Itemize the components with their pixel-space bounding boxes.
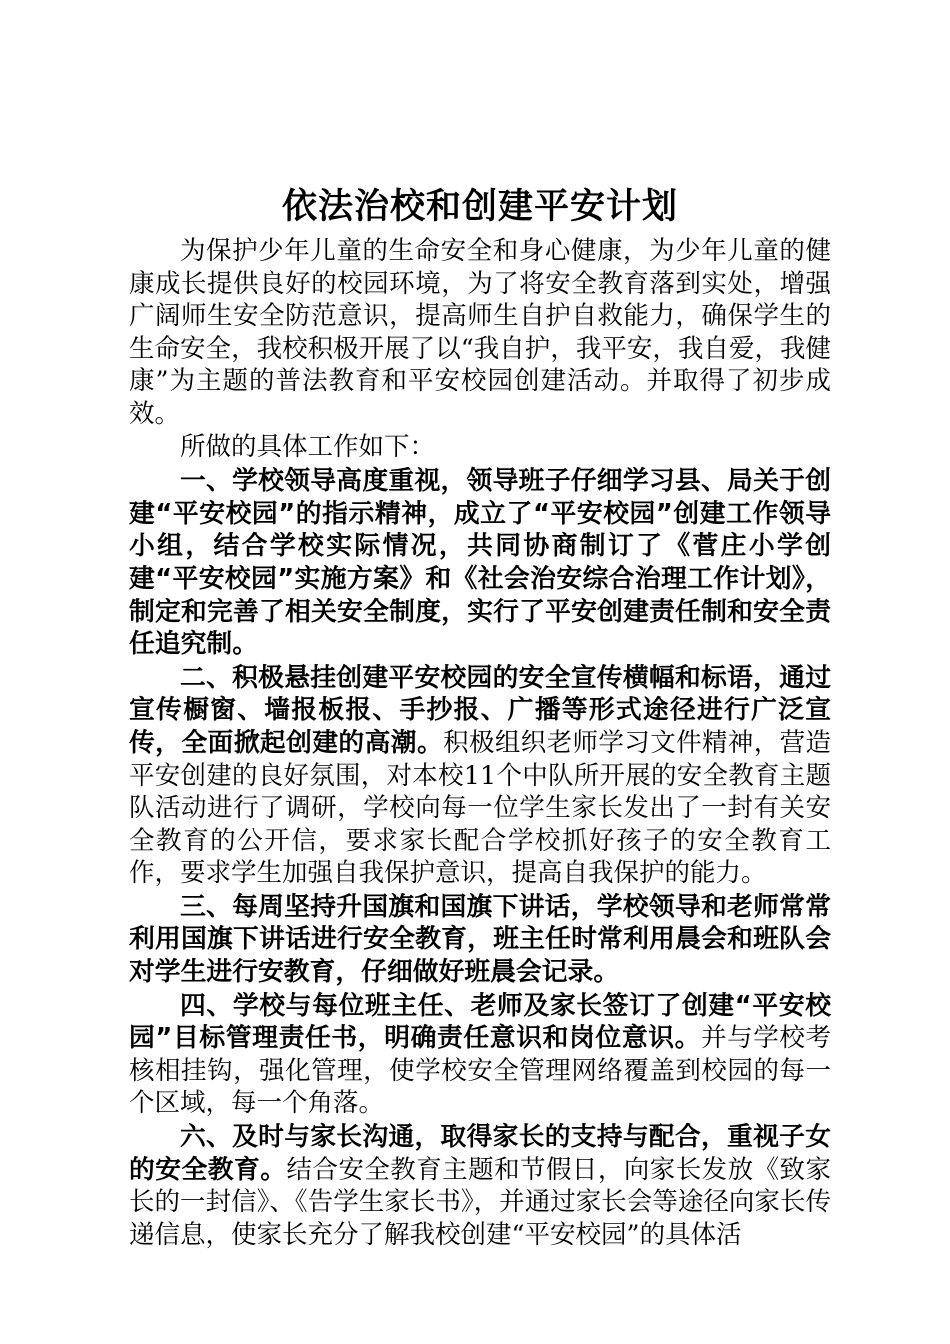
paragraph-text: 并与学校考核相挂钩，强化管理，使学校安全管理网络覆盖到校园的每一个区域，每一个角落。 <box>129 1023 831 1119</box>
document-body <box>129 235 831 1251</box>
paragraph-intro <box>129 235 831 431</box>
paragraph-text: 所做的具体工作如下： <box>180 431 436 462</box>
paragraph-item-2 <box>129 662 831 890</box>
paragraph-item-3 <box>129 891 831 989</box>
paragraph-text: 结合安全教育主题和节假日，向家长发放《致家长的一封信》、《告学生家长书》，并通过家长会等途径向家长传递信息，使家长充分了解我校创建“平安校园”的具体活 <box>129 1154 831 1250</box>
paragraph-text: 积极组织老师学习文件精神，营造平安创建的良好氛围，对本校11个中队所开展的安全教育主题队活动进行了调研，学校向每一位学生家长发出了一封有关安全教育的公开信，要求家长配合学校抓好孩子的安全教育工作，要求学生加强自我保护意识，提高自我保护的能力。 <box>129 727 831 889</box>
paragraph-item-1 <box>129 465 831 661</box>
paragraph-lead: 四、学校与每位班主任、老师及家长签订了创建“平安校园”目标管理责任书，明确责任意识和岗位意识。 <box>129 990 831 1054</box>
paragraph-item-6 <box>129 1121 831 1251</box>
paragraph-lead: 三、每周坚持升国旗和国旗下讲话，学校领导和老师常常利用国旗下讲话进行安全教育，班主任时常利用晨会和班队会对学生进行安教育，仔细做好班晨会记录。 <box>129 891 831 988</box>
document-title: 依法治校和创建平安计划 <box>281 187 678 227</box>
paragraph-item-4 <box>129 990 831 1120</box>
paragraph-text: 为保护少年儿童的生命安全和身心健康，为少年儿童的健康成长提供良好的校园环境，为了将安全教育落到实处，增强广阔师生安全防范意识，提高师生自护自救能力，确保学生的生命安全，我校积极开展了以“我自护，我平安，我自爱，我健康”为主题的普法教育和平安校园创建活动。并取得了初步成效。 <box>129 236 831 429</box>
paragraph-lead: 六、及时与家长沟通，取得家长的支持与配合，重视子女的安全教育。 <box>129 1122 831 1185</box>
paragraph-lead: 二、积极悬挂创建平安校园的安全宣传横幅和标语，通过宣传橱窗、墙报板报、手抄报、广播等形式途径进行广泛宣传，全面掀起创建的高潮。 <box>129 662 831 758</box>
paragraph-work-intro <box>129 431 831 464</box>
paragraph-lead: 一、学校领导高度重视，领导班子仔细学习县、局关于创建“平安校园”的指示精神，成立了“平安校园”创建工作领导小组，结合学校实际情况，共同协商制订了《菅庄小学创建“平安校园”实施方案》和《社会治安综合治理工作计划》，制定和完善了相关安全制度，实行了平安创建责任制和安全责任追究制。 <box>129 466 831 660</box>
